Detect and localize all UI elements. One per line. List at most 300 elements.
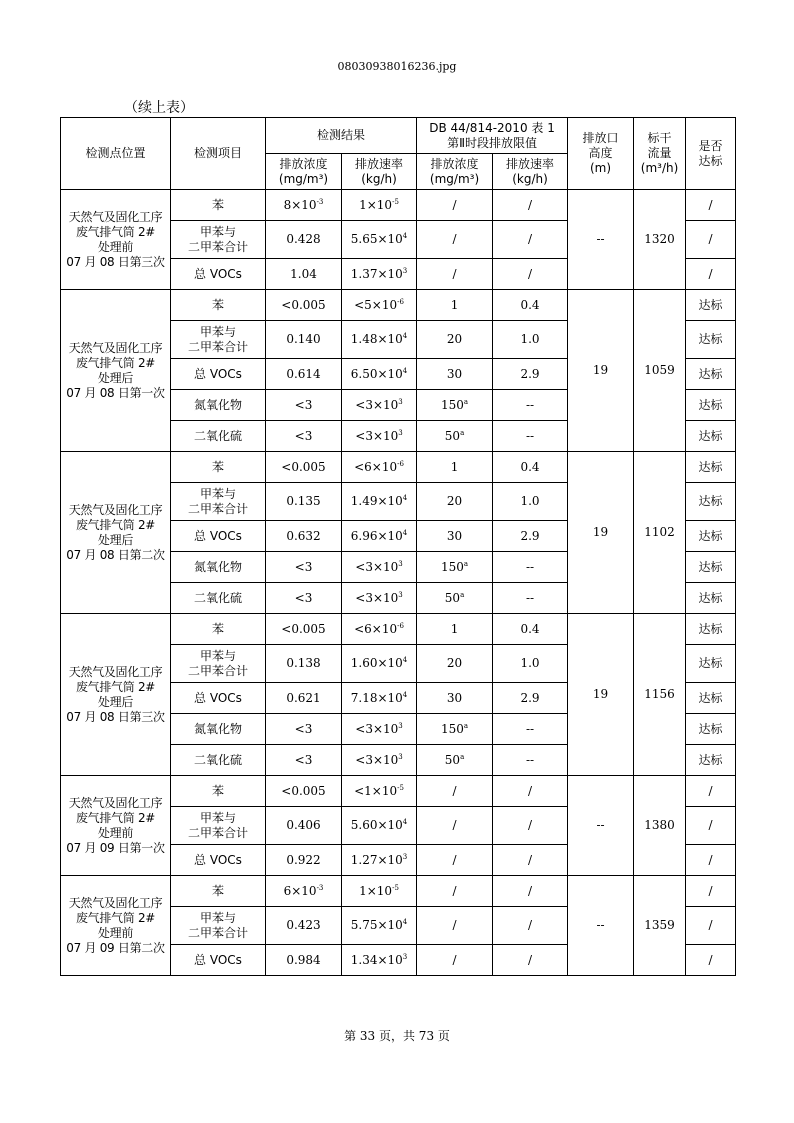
limit-concentration-cell <box>417 807 493 845</box>
limit-rate-cell <box>493 645 568 683</box>
header-rate <box>342 154 417 190</box>
header-limit-line2: 第Ⅱ时段排放限值 <box>447 135 537 150</box>
rate-exponent: 4 <box>402 918 408 926</box>
header-limit-rate-unit: (kg/h) <box>512 171 548 186</box>
limit-concentration-cell <box>417 483 493 521</box>
item-cell <box>171 190 266 221</box>
limit-rate-cell <box>493 745 568 776</box>
header-compliance-line1: 是否 <box>698 138 723 153</box>
item-line: 二甲苯合计 <box>187 501 248 516</box>
item-line: 苯 <box>211 621 224 636</box>
limit-concentration-cell <box>417 645 493 683</box>
location-line: 天然气及固化工序 <box>68 209 163 224</box>
limit-rate-value: 0.4 <box>520 459 540 474</box>
limit-concentration-cell <box>417 845 493 876</box>
limit-rate-value: -- <box>525 428 535 443</box>
compliance-cell: 达标 <box>686 321 736 359</box>
item-line: 二氧化硫 <box>193 752 242 767</box>
concentration-cell <box>266 521 342 552</box>
compliance-cell: 达标 <box>686 552 736 583</box>
item-line: 二甲苯合计 <box>187 925 248 940</box>
limit-rate-cell <box>493 776 568 807</box>
rate-cell <box>342 452 417 483</box>
limit-rate-value: / <box>528 783 533 798</box>
location-line: 07 月 08 日第三次 <box>66 254 165 269</box>
location-cell <box>61 290 171 452</box>
concentration-value: 0.406 <box>286 818 321 832</box>
limit-rate-value: 2.9 <box>520 690 540 705</box>
item-line: 苯 <box>211 883 224 898</box>
rate-exponent: 4 <box>402 528 408 537</box>
rate-value: 1.49×10 <box>350 494 403 508</box>
concentration-cell <box>266 745 342 776</box>
limit-rate-cell <box>493 221 568 259</box>
location-line: 天然气及固化工序 <box>68 340 163 355</box>
limit-rate-value: 2.9 <box>520 366 540 381</box>
header-flow-line2: 流量 <box>647 146 672 160</box>
limit-concentration-value: 50 <box>444 590 461 605</box>
limit-concentration-value: 50 <box>444 752 461 767</box>
rate-value: 1×10 <box>359 883 393 898</box>
compliance-cell: 达标 <box>686 359 736 390</box>
compliance-cell: / <box>686 221 736 259</box>
item-line: 二甲苯合计 <box>187 339 248 354</box>
concentration-value: <3 <box>294 559 313 574</box>
limit-rate-value: 0.4 <box>520 621 540 636</box>
rate-cell <box>342 876 417 907</box>
rate-cell <box>342 521 417 552</box>
rate-exponent: 3 <box>398 590 403 599</box>
header-height <box>568 118 634 190</box>
concentration-cell <box>266 845 342 876</box>
limit-rate-cell <box>493 259 568 290</box>
table-row <box>61 290 736 321</box>
limit-concentration-cell <box>417 321 493 359</box>
compliance-cell: 达标 <box>686 290 736 321</box>
rate-value: <3×10 <box>355 721 399 736</box>
concentration-value: <0.005 <box>281 621 326 636</box>
item-line: 甲苯与 <box>199 648 236 663</box>
concentration-value: 8×10 <box>283 197 317 212</box>
limit-rate-cell <box>493 521 568 552</box>
location-line: 07 月 08 日第一次 <box>66 385 165 400</box>
item-cell <box>171 521 266 552</box>
location-line: 07 月 09 日第一次 <box>66 840 165 855</box>
rate-cell <box>342 483 417 521</box>
limit-rate-value: -- <box>525 590 535 605</box>
compliance-cell: 达标 <box>686 645 736 683</box>
limit-rate-cell <box>493 845 568 876</box>
location-line: 天然气及固化工序 <box>68 502 163 517</box>
item-cell <box>171 945 266 976</box>
item-cell <box>171 452 266 483</box>
compliance-cell: 达标 <box>686 614 736 645</box>
header-height-unit: (m) <box>590 161 612 175</box>
rate-cell <box>342 259 417 290</box>
limit-rate-cell <box>493 583 568 614</box>
limit-rate-cell <box>493 683 568 714</box>
rate-cell <box>342 190 417 221</box>
limit-rate-cell <box>493 876 568 907</box>
concentration-value: <3 <box>294 721 313 736</box>
concentration-value: 0.984 <box>286 952 321 967</box>
limit-rate-value: / <box>528 232 533 246</box>
concentration-value: <3 <box>294 590 313 605</box>
rate-exponent: 3 <box>402 952 408 961</box>
concentration-cell <box>266 359 342 390</box>
item-cell <box>171 683 266 714</box>
limit-concentration-value: 50 <box>444 428 461 443</box>
item-cell <box>171 807 266 845</box>
continuation-label: （续上表） <box>124 100 194 116</box>
rate-value: 1.37×10 <box>350 266 403 281</box>
limit-rate-value: -- <box>525 559 535 574</box>
rate-exponent: 3 <box>402 266 408 275</box>
concentration-value: 1.04 <box>290 266 317 281</box>
rate-value: 1.60×10 <box>350 656 403 670</box>
limit-concentration-value: / <box>452 197 457 212</box>
header-height-line1: 排放口 <box>582 131 619 145</box>
rate-exponent: 4 <box>402 494 408 502</box>
item-cell <box>171 876 266 907</box>
limit-concentration-mark: a <box>463 397 469 406</box>
compliance-cell: / <box>686 776 736 807</box>
rate-exponent: 4 <box>402 818 408 826</box>
outlet-height-cell: -- <box>568 190 634 290</box>
header-limit-conc <box>417 154 493 190</box>
limit-concentration-cell <box>417 221 493 259</box>
rate-value: 1.34×10 <box>350 952 403 967</box>
location-line: 处理后 <box>97 694 134 709</box>
table-row <box>61 614 736 645</box>
limit-concentration-cell <box>417 745 493 776</box>
header-compliance <box>686 118 736 190</box>
location-line: 处理前 <box>97 925 134 940</box>
item-cell <box>171 221 266 259</box>
limit-concentration-value: / <box>452 232 457 246</box>
rate-value: 1.48×10 <box>350 332 403 346</box>
concentration-exponent: -3 <box>316 883 324 892</box>
item-cell <box>171 483 266 521</box>
file-name-header: 08030938016236.jpg <box>337 60 457 73</box>
limit-concentration-value: 20 <box>446 494 463 508</box>
limit-concentration-mark: a <box>460 752 465 761</box>
header-conc-unit: (mg/m³) <box>278 171 329 186</box>
rate-exponent: 4 <box>402 232 408 240</box>
outlet-height-cell: 19 <box>568 290 634 452</box>
limit-rate-cell <box>493 714 568 745</box>
limit-rate-cell <box>493 321 568 359</box>
limit-concentration-mark: a <box>463 721 469 730</box>
rate-exponent: -5 <box>392 197 399 206</box>
compliance-cell: 达标 <box>686 583 736 614</box>
limit-concentration-value: 20 <box>446 332 463 346</box>
concentration-cell <box>266 714 342 745</box>
concentration-cell <box>266 876 342 907</box>
location-cell <box>61 190 171 290</box>
item-line: 总 VOCs <box>194 952 242 967</box>
item-line: 总 VOCs <box>194 266 242 281</box>
concentration-cell <box>266 421 342 452</box>
rate-exponent: 4 <box>402 690 408 699</box>
compliance-cell: / <box>686 845 736 876</box>
limit-concentration-value: 30 <box>446 366 463 381</box>
rate-value: 1×10 <box>359 197 393 212</box>
compliance-cell: / <box>686 876 736 907</box>
compliance-cell: / <box>686 907 736 945</box>
rate-value: 5.75×10 <box>350 918 403 932</box>
rate-exponent: -6 <box>397 621 404 630</box>
rate-value: <3×10 <box>355 752 399 767</box>
compliance-cell: 达标 <box>686 421 736 452</box>
limit-concentration-value: 150 <box>440 559 464 574</box>
flow-rate-cell: 1380 <box>634 776 686 876</box>
concentration-cell <box>266 259 342 290</box>
limit-rate-cell <box>493 807 568 845</box>
item-line: 二甲苯合计 <box>187 239 248 254</box>
header-limit-conc-label: 排放浓度 <box>430 156 479 171</box>
location-line: 天然气及固化工序 <box>68 664 163 679</box>
table-row <box>61 190 736 221</box>
rate-cell <box>342 390 417 421</box>
header-rate-label: 排放速率 <box>355 156 404 171</box>
location-line: 废气排气筒 2# <box>75 910 156 925</box>
header-row-1 <box>61 118 736 154</box>
item-line: 氮氧化物 <box>193 721 242 736</box>
limit-concentration-value: / <box>452 918 457 932</box>
limit-concentration-value: 1 <box>450 459 459 474</box>
rate-cell <box>342 614 417 645</box>
item-line: 总 VOCs <box>194 528 242 543</box>
limit-concentration-value: 1 <box>450 621 459 636</box>
concentration-cell <box>266 452 342 483</box>
limit-concentration-cell <box>417 452 493 483</box>
location-line: 天然气及固化工序 <box>68 795 163 810</box>
limit-concentration-value: 150 <box>440 397 464 412</box>
rate-value: <6×10 <box>354 621 398 636</box>
limit-rate-value: -- <box>525 721 535 736</box>
concentration-value: <0.005 <box>281 783 326 798</box>
item-line: 甲苯与 <box>199 810 236 825</box>
limit-rate-cell <box>493 483 568 521</box>
flow-rate-cell: 1059 <box>634 290 686 452</box>
rate-exponent: -6 <box>397 297 404 306</box>
outlet-height-cell: 19 <box>568 452 634 614</box>
rate-exponent: 3 <box>402 852 408 861</box>
rate-cell <box>342 290 417 321</box>
limit-concentration-value: 1 <box>450 297 459 312</box>
header-item: 检测项目 <box>171 118 266 190</box>
limit-concentration-cell <box>417 945 493 976</box>
results-table <box>60 117 736 976</box>
rate-cell <box>342 359 417 390</box>
limit-rate-value: / <box>528 852 533 867</box>
compliance-cell: / <box>686 945 736 976</box>
limit-concentration-cell <box>417 552 493 583</box>
page-footer: 第 33 页，共 73 页 <box>344 1029 450 1043</box>
rate-exponent: 4 <box>402 656 408 664</box>
item-cell <box>171 321 266 359</box>
limit-concentration-value: / <box>452 952 457 967</box>
concentration-value: 0.428 <box>286 232 321 246</box>
table-row <box>61 876 736 907</box>
concentration-value: 0.135 <box>286 494 321 508</box>
location-cell <box>61 452 171 614</box>
item-cell <box>171 390 266 421</box>
header-rate-unit: (kg/h) <box>361 171 397 186</box>
flow-rate-cell: 1156 <box>634 614 686 776</box>
rate-cell <box>342 776 417 807</box>
compliance-cell: 达标 <box>686 714 736 745</box>
header-conc-label: 排放浓度 <box>279 156 328 171</box>
limit-concentration-cell <box>417 907 493 945</box>
limit-rate-cell <box>493 421 568 452</box>
limit-rate-cell <box>493 945 568 976</box>
rate-value: <5×10 <box>354 297 398 312</box>
item-line: 总 VOCs <box>194 852 242 867</box>
concentration-value: <0.005 <box>281 297 326 312</box>
limit-rate-value: / <box>528 197 533 212</box>
location-line: 07 月 08 日第三次 <box>66 709 165 724</box>
concentration-value: 0.138 <box>286 656 321 670</box>
limit-rate-cell <box>493 390 568 421</box>
rate-exponent: -5 <box>392 883 399 892</box>
flow-rate-cell: 1320 <box>634 190 686 290</box>
item-line: 总 VOCs <box>194 366 242 381</box>
limit-rate-value: -- <box>525 752 535 767</box>
limit-rate-cell <box>493 452 568 483</box>
item-line: 二氧化硫 <box>193 428 242 443</box>
header-flow <box>634 118 686 190</box>
limit-concentration-cell <box>417 714 493 745</box>
item-cell <box>171 845 266 876</box>
item-line: 二甲苯合计 <box>187 825 248 840</box>
limit-concentration-value: 20 <box>446 656 463 670</box>
rate-exponent: -5 <box>397 783 404 792</box>
rate-cell <box>342 421 417 452</box>
rate-cell <box>342 583 417 614</box>
limit-concentration-cell <box>417 359 493 390</box>
item-line: 苯 <box>211 459 224 474</box>
item-cell <box>171 552 266 583</box>
item-line: 二甲苯合计 <box>187 663 248 678</box>
header-flow-line1: 标干 <box>647 131 672 145</box>
compliance-cell: / <box>686 807 736 845</box>
item-cell <box>171 290 266 321</box>
concentration-value: 6×10 <box>283 883 317 898</box>
outlet-height-cell: -- <box>568 876 634 976</box>
rate-exponent: 4 <box>402 366 408 375</box>
rate-exponent: 3 <box>398 721 403 730</box>
item-cell <box>171 583 266 614</box>
item-cell <box>171 359 266 390</box>
concentration-value: 0.614 <box>286 366 321 381</box>
header-limit-rate <box>493 154 568 190</box>
item-line: 二氧化硫 <box>193 590 242 605</box>
location-cell <box>61 776 171 876</box>
concentration-cell <box>266 945 342 976</box>
location-line: 处理前 <box>97 825 134 840</box>
rate-value: 6.50×10 <box>350 366 403 381</box>
limit-rate-value: / <box>528 266 533 281</box>
rate-value: 5.60×10 <box>350 818 403 832</box>
limit-concentration-value: / <box>452 852 457 867</box>
limit-concentration-mark: a <box>463 559 469 568</box>
limit-concentration-cell <box>417 390 493 421</box>
limit-concentration-value: / <box>452 266 457 281</box>
item-line: 苯 <box>211 197 224 212</box>
limit-rate-cell <box>493 190 568 221</box>
header-location: 检测点位置 <box>61 118 171 190</box>
limit-rate-value: 1.0 <box>520 494 540 508</box>
limit-concentration-cell <box>417 683 493 714</box>
rate-cell <box>342 552 417 583</box>
rate-value: 1.27×10 <box>350 852 403 867</box>
location-line: 07 月 08 日第二次 <box>66 547 165 562</box>
rate-exponent: 3 <box>398 397 403 406</box>
rate-cell <box>342 745 417 776</box>
rate-value: <3×10 <box>355 428 399 443</box>
header-height-line2: 高度 <box>588 146 613 160</box>
location-line: 处理前 <box>97 239 134 254</box>
header-results: 检测结果 <box>266 118 417 154</box>
limit-concentration-cell <box>417 190 493 221</box>
item-cell <box>171 907 266 945</box>
limit-rate-value: 1.0 <box>520 656 540 670</box>
limit-rate-cell <box>493 907 568 945</box>
limit-rate-value: 1.0 <box>520 332 540 346</box>
limit-concentration-cell <box>417 421 493 452</box>
concentration-cell <box>266 907 342 945</box>
limit-concentration-mark: a <box>460 590 465 599</box>
limit-rate-cell <box>493 614 568 645</box>
item-line: 氮氧化物 <box>193 397 242 412</box>
concentration-value: 0.922 <box>286 852 321 867</box>
item-line: 苯 <box>211 297 224 312</box>
rate-value: 5.65×10 <box>350 232 403 246</box>
limit-rate-cell <box>493 359 568 390</box>
location-line: 废气排气筒 2# <box>75 355 156 370</box>
rate-exponent: -6 <box>397 459 404 468</box>
concentration-cell <box>266 683 342 714</box>
limit-concentration-value: / <box>452 883 457 898</box>
header-limit <box>417 118 568 154</box>
concentration-value: 0.140 <box>286 332 321 346</box>
concentration-cell <box>266 645 342 683</box>
limit-rate-value: / <box>528 818 533 832</box>
table-row <box>61 452 736 483</box>
location-cell <box>61 614 171 776</box>
rate-cell <box>342 645 417 683</box>
item-line: 甲苯与 <box>199 324 236 339</box>
rate-value: <3×10 <box>355 559 399 574</box>
compliance-cell: 达标 <box>686 483 736 521</box>
compliance-cell: 达标 <box>686 452 736 483</box>
flow-rate-cell: 1359 <box>634 876 686 976</box>
limit-rate-cell <box>493 290 568 321</box>
rate-cell <box>342 907 417 945</box>
item-cell <box>171 714 266 745</box>
compliance-cell: 达标 <box>686 745 736 776</box>
compliance-cell: 达标 <box>686 390 736 421</box>
concentration-cell <box>266 483 342 521</box>
concentration-value: 0.632 <box>286 528 321 543</box>
limit-concentration-cell <box>417 290 493 321</box>
concentration-cell <box>266 321 342 359</box>
item-cell <box>171 614 266 645</box>
concentration-cell <box>266 614 342 645</box>
item-cell <box>171 259 266 290</box>
